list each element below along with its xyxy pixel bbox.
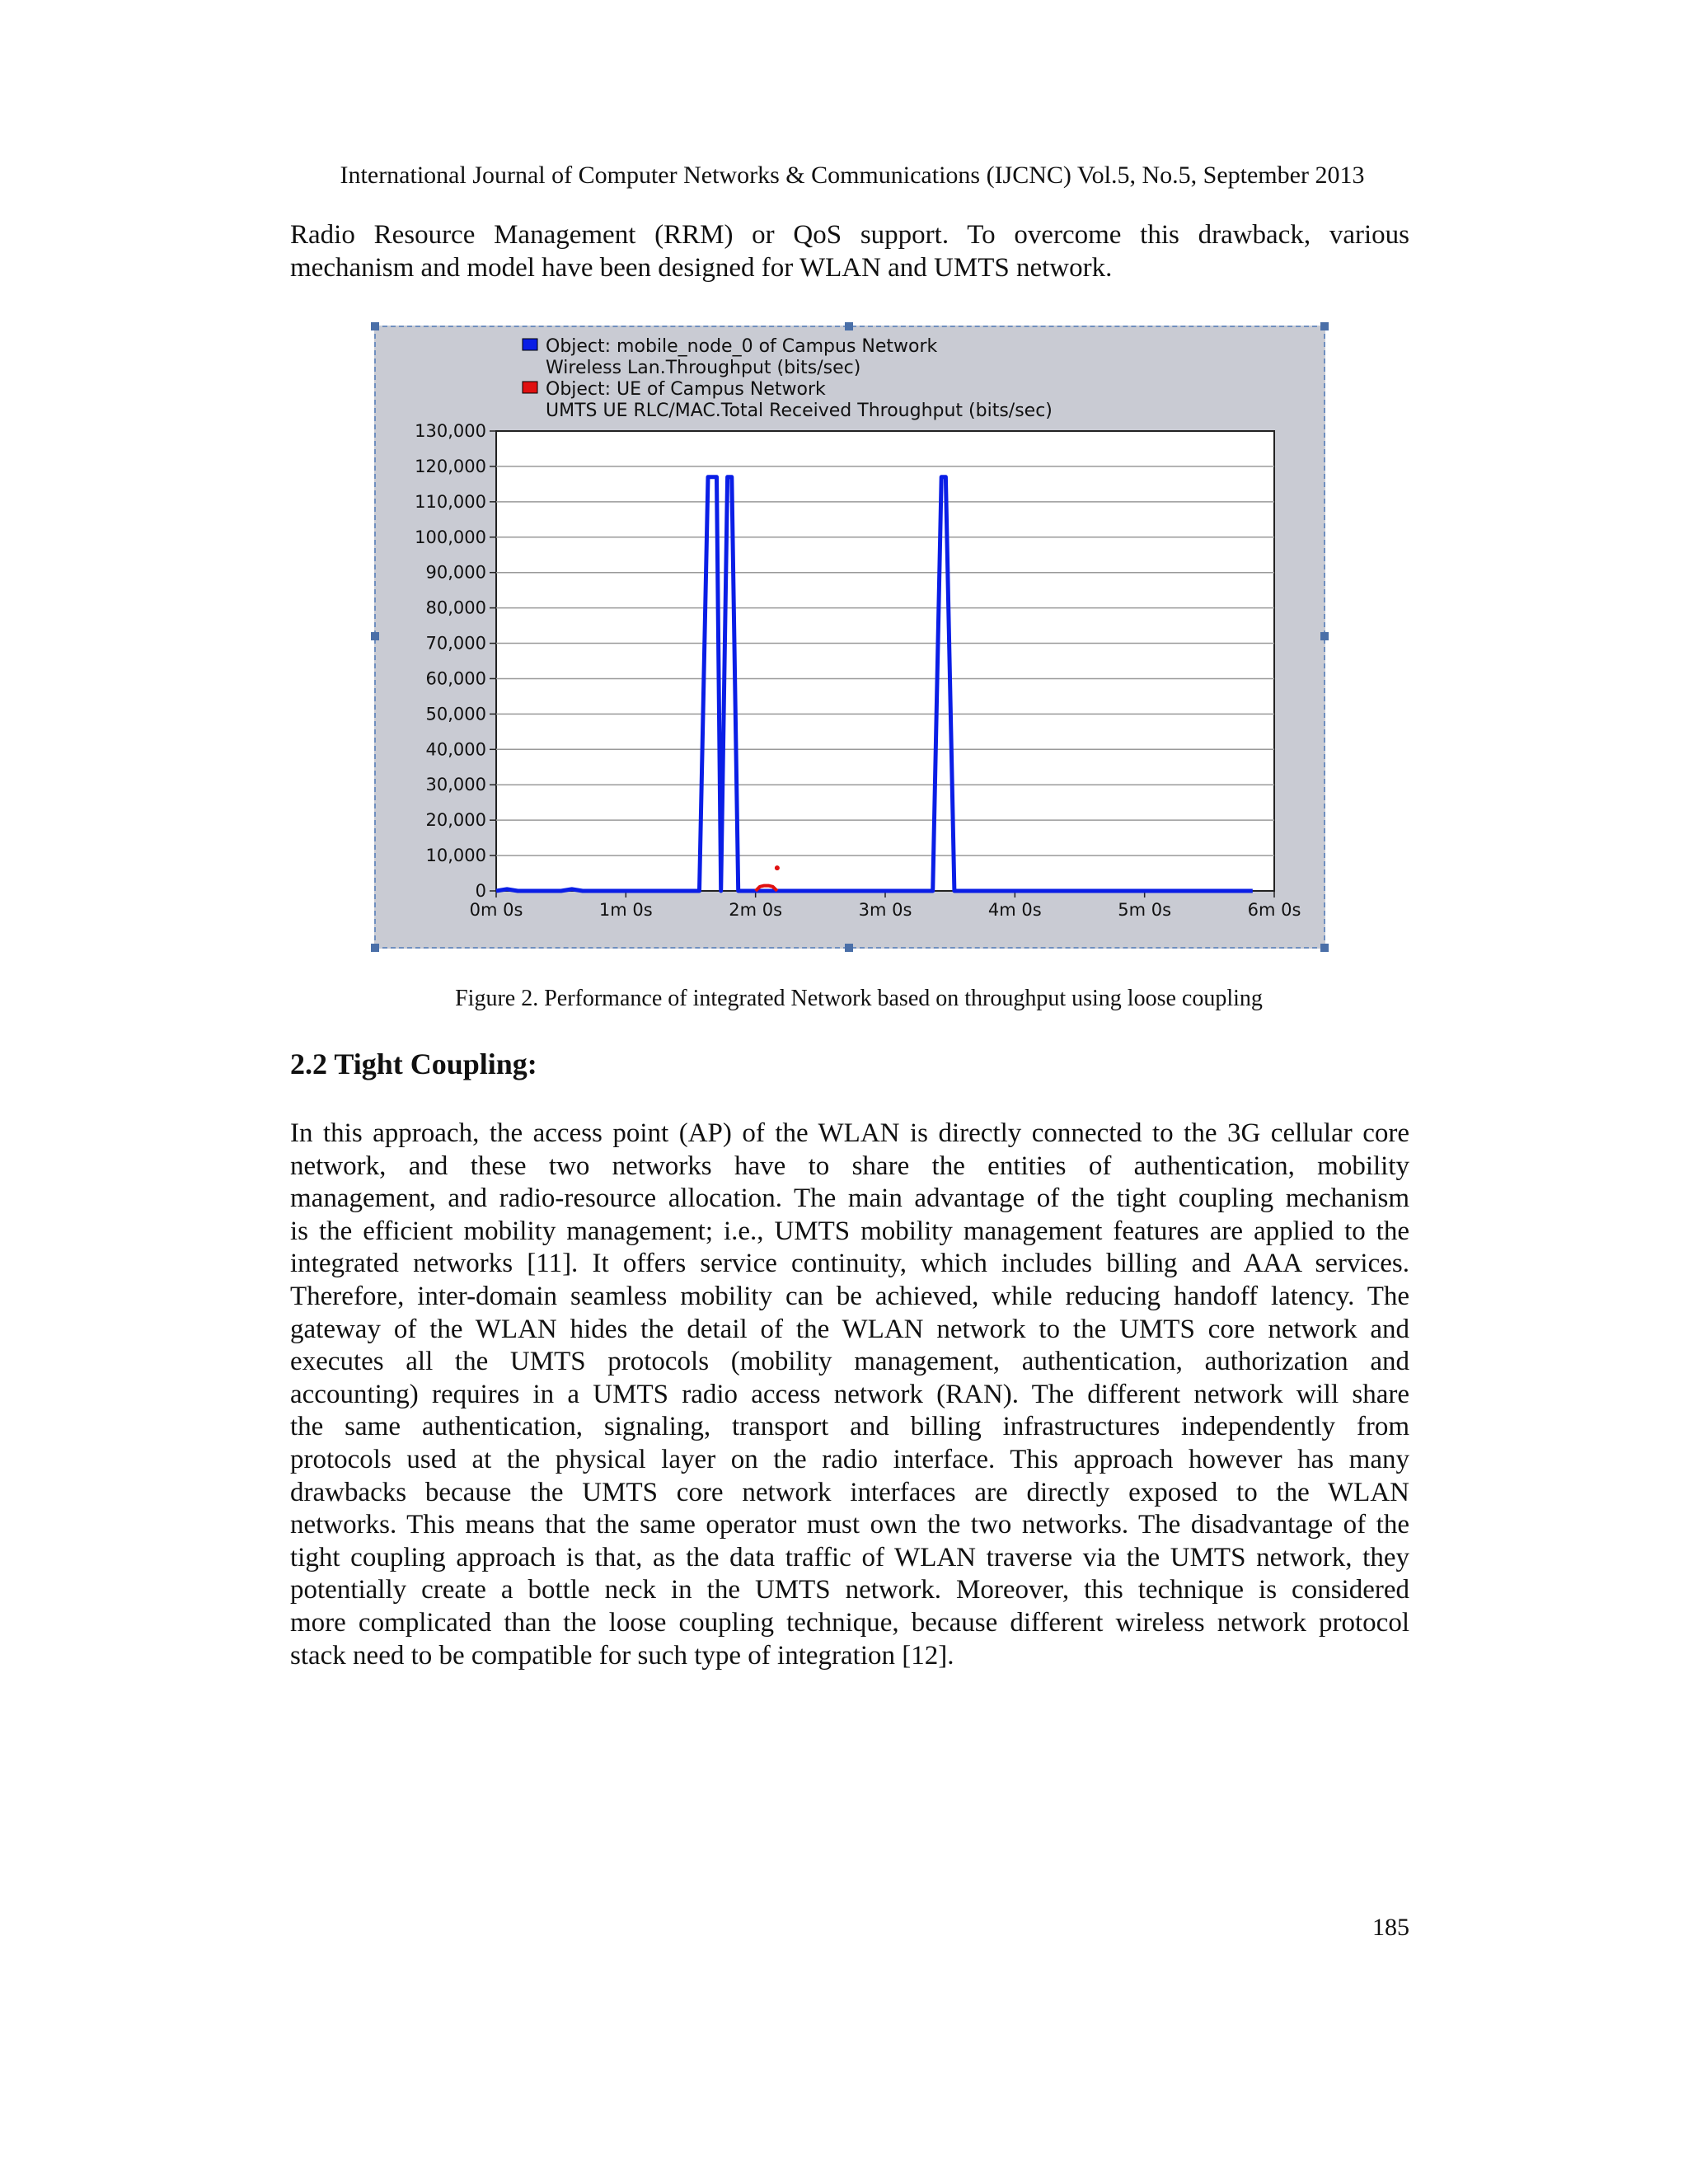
- throughput-chart: [376, 327, 1327, 950]
- y-tick-label: 70,000: [425, 633, 486, 654]
- legend-label-wlan-object: Object: mobile_node_0 of Campus Network: [546, 336, 938, 357]
- x-tick-label: 3m 0s: [858, 900, 912, 920]
- x-tick-label: 6m 0s: [1247, 900, 1301, 920]
- y-tick-label: 100,000: [415, 527, 486, 547]
- series-point-umts-outlier: [775, 865, 780, 870]
- y-tick-label: 0: [475, 881, 486, 901]
- throughput-figure[interactable]: [374, 326, 1325, 949]
- x-tick-label: 2m 0s: [729, 900, 783, 920]
- legend-label-wlan-metric: Wireless Lan.Throughput (bits/sec): [546, 358, 861, 378]
- legend-swatch-umts: [523, 382, 537, 393]
- section-heading: 2.2 Tight Coupling:: [290, 1047, 537, 1080]
- body-line: the same authentication, signaling, transport and billing infrastructures independently from: [290, 1412, 1409, 1442]
- intro-line: mechanism and model have been designed for WLAN and UMTS network.: [290, 252, 1113, 283]
- y-tick-label: 30,000: [425, 775, 486, 795]
- y-tick-label: 90,000: [425, 562, 486, 583]
- intro-line: Radio Resource Management (RRM) or QoS support. To overcome this drawback, various: [290, 220, 1409, 250]
- body-line: network, and these two networks have to share the entities of authentication, mobility: [290, 1151, 1409, 1181]
- page-number: 185: [1372, 1914, 1409, 1941]
- y-tick-label: 50,000: [425, 704, 486, 724]
- x-tick-label: 4m 0s: [987, 900, 1042, 920]
- chart-legend: [523, 336, 1053, 421]
- body-line: is the efficient mobility management; i.e., UMTS mobility management features are applied to the: [290, 1216, 1409, 1246]
- body-line: In this approach, the access point (AP) of the WLAN is directly connected to the 3G cellular core: [290, 1118, 1409, 1148]
- body-line: stack need to be compatible for such type of integration [12].: [290, 1640, 954, 1671]
- y-tick-label: 60,000: [425, 668, 486, 689]
- body-line: accounting) requires in a UMTS radio access network (RAN). The different network will share: [290, 1379, 1409, 1409]
- y-tick-label: 110,000: [415, 491, 486, 512]
- body-paragraph: [290, 1118, 1409, 1672]
- body-line: tight coupling approach is that, as the data traffic of WLAN traverse via the UMTS network, they: [290, 1542, 1409, 1572]
- body-line: potentially create a bottle neck in the UMTS network. Moreover, this technique is considered: [290, 1575, 1409, 1605]
- body-line: Therefore, inter-domain seamless mobility can be achieved, while reducing handoff latency. The: [290, 1281, 1409, 1311]
- body-line: networks. This means that the same operator must own the two networks. The disadvantage of the: [290, 1510, 1409, 1540]
- y-tick-label: 10,000: [425, 846, 486, 866]
- journal-header: International Journal of Computer Networks & Communications (IJCNC) Vol.5, No.5, September 2013: [340, 162, 1365, 189]
- body-line: more complicated than the loose coupling technique, because different wireless network protocol: [290, 1607, 1409, 1638]
- y-tick-label: 40,000: [425, 739, 486, 760]
- legend-label-umts-object: Object: UE of Campus Network: [546, 379, 826, 400]
- body-line: gateway of the WLAN hides the detail of the WLAN network to the UMTS core network and: [290, 1314, 1409, 1344]
- intro-paragraph: [290, 219, 1409, 284]
- body-line: protocols used at the physical layer on the radio interface. This approach however has many: [290, 1444, 1409, 1474]
- x-tick-label: 5m 0s: [1118, 900, 1172, 920]
- body-line: executes all the UMTS protocols (mobility management, authentication, authorization and: [290, 1347, 1409, 1377]
- y-tick-label: 120,000: [415, 456, 486, 476]
- body-line: management, and radio-resource allocation. The main advantage of the tight coupling mechanism: [290, 1183, 1409, 1214]
- legend-label-umts-metric: UMTS UE RLC/MAC.Total Received Throughput (bits/sec): [546, 401, 1053, 421]
- figure-caption: Figure 2. Performance of integrated Network based on throughput using loose coupling: [455, 986, 1263, 1011]
- body-line: integrated networks [11]. It offers service continuity, which includes billing and AAA services.: [290, 1249, 1409, 1279]
- body-line: drawbacks because the UMTS core network interfaces are directly exposed to the WLAN: [290, 1477, 1409, 1507]
- plot-area: [496, 431, 1274, 891]
- y-tick-label: 130,000: [415, 421, 486, 441]
- x-axis-ticks: [470, 891, 1301, 920]
- x-tick-label: 0m 0s: [469, 900, 523, 920]
- legend-swatch-wlan: [523, 339, 537, 350]
- y-axis-ticks: [415, 421, 496, 901]
- y-tick-label: 20,000: [425, 810, 486, 831]
- x-tick-label: 1m 0s: [598, 900, 653, 920]
- y-tick-label: 80,000: [425, 598, 486, 618]
